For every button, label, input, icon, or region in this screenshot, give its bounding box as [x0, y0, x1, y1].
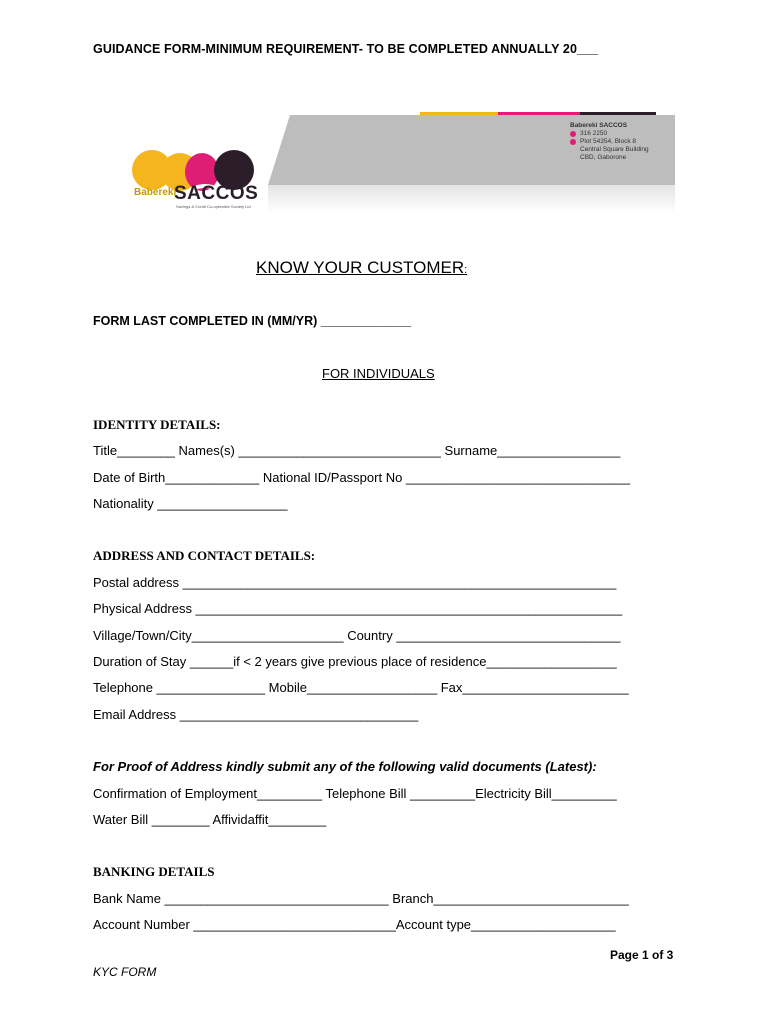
address-row	[570, 138, 649, 162]
duration-stay-line[interactable]: Duration of Stay ______if < 2 years give previous place of residence__________________	[93, 654, 617, 669]
footer-label: KYC FORM	[93, 965, 157, 979]
location-icon	[570, 139, 576, 145]
address-heading: ADDRESS AND CONTACT DETAILS:	[93, 548, 316, 563]
page-title	[256, 258, 467, 278]
proof-docs-line[interactable]: Confirmation of Employment_________ Telephone Bill _________Electricity Bill_________	[93, 786, 617, 801]
identity-heading: IDENTITY DETAILS:	[93, 417, 221, 432]
for-individuals-heading: FOR INDIVIDUALS	[322, 366, 435, 381]
banking-heading: BANKING DETAILS	[93, 864, 215, 879]
address-line: CBD, Gaborone	[580, 154, 627, 161]
bank-name-line[interactable]: Bank Name _______________________________ Branch___________________________	[93, 891, 629, 906]
identity-dob-line[interactable]: Date of Birth_____________ National ID/Passport No _______________________________	[93, 470, 631, 485]
logo-brand: Babereki	[134, 187, 177, 198]
contact-phone: 316 2250	[580, 130, 608, 137]
title-colon: :	[464, 264, 468, 276]
logo-name: SACCOS	[174, 183, 259, 204]
identity-nationality-line[interactable]: Nationality __________________	[93, 496, 288, 511]
title-text: KNOW YOUR CUSTOMER	[256, 258, 465, 277]
email-line[interactable]: Email Address _________________________________	[93, 707, 419, 722]
phone-row	[570, 130, 649, 138]
address-line: Central Square Building	[580, 146, 649, 153]
contact-name: Babereki SACCOS	[570, 122, 628, 129]
phone-icon	[570, 131, 576, 137]
guidance-heading: GUIDANCE FORM-MINIMUM REQUIREMENT- TO BE COMPLETED ANNUALLY 20___	[93, 42, 599, 56]
identity-name-line[interactable]: Title________ Names(s) ____________________________ Surname_________________	[93, 443, 621, 458]
address-line: Plot 54354, Block 8	[580, 138, 637, 145]
village-country-line[interactable]: Village/Town/City_____________________ Country _______________________________	[93, 628, 621, 643]
logo-tagline: Savings & Credit Co-operative Society Ltd	[176, 204, 251, 209]
account-number-line[interactable]: Account Number ____________________________Account type____________________	[93, 917, 616, 932]
contact-block	[570, 122, 649, 162]
last-completed-field[interactable]: FORM LAST COMPLETED IN (MM/YR) _____________	[93, 314, 412, 328]
letterhead-banner	[120, 112, 675, 216]
page-number: Page 1 of 3	[610, 948, 674, 962]
proof-heading: For Proof of Address kindly submit any of the following valid documents (Latest):	[93, 759, 597, 774]
proof-docs-line-2[interactable]: Water Bill ________ Affividaffit________	[93, 812, 327, 827]
telephone-line[interactable]: Telephone _______________ Mobile__________________ Fax_______________________	[93, 680, 629, 695]
physical-address-line[interactable]: Physical Address ___________________________________________________________	[93, 601, 623, 616]
fade-band	[268, 185, 675, 213]
postal-address-line[interactable]: Postal address ____________________________________________________________	[93, 575, 617, 590]
